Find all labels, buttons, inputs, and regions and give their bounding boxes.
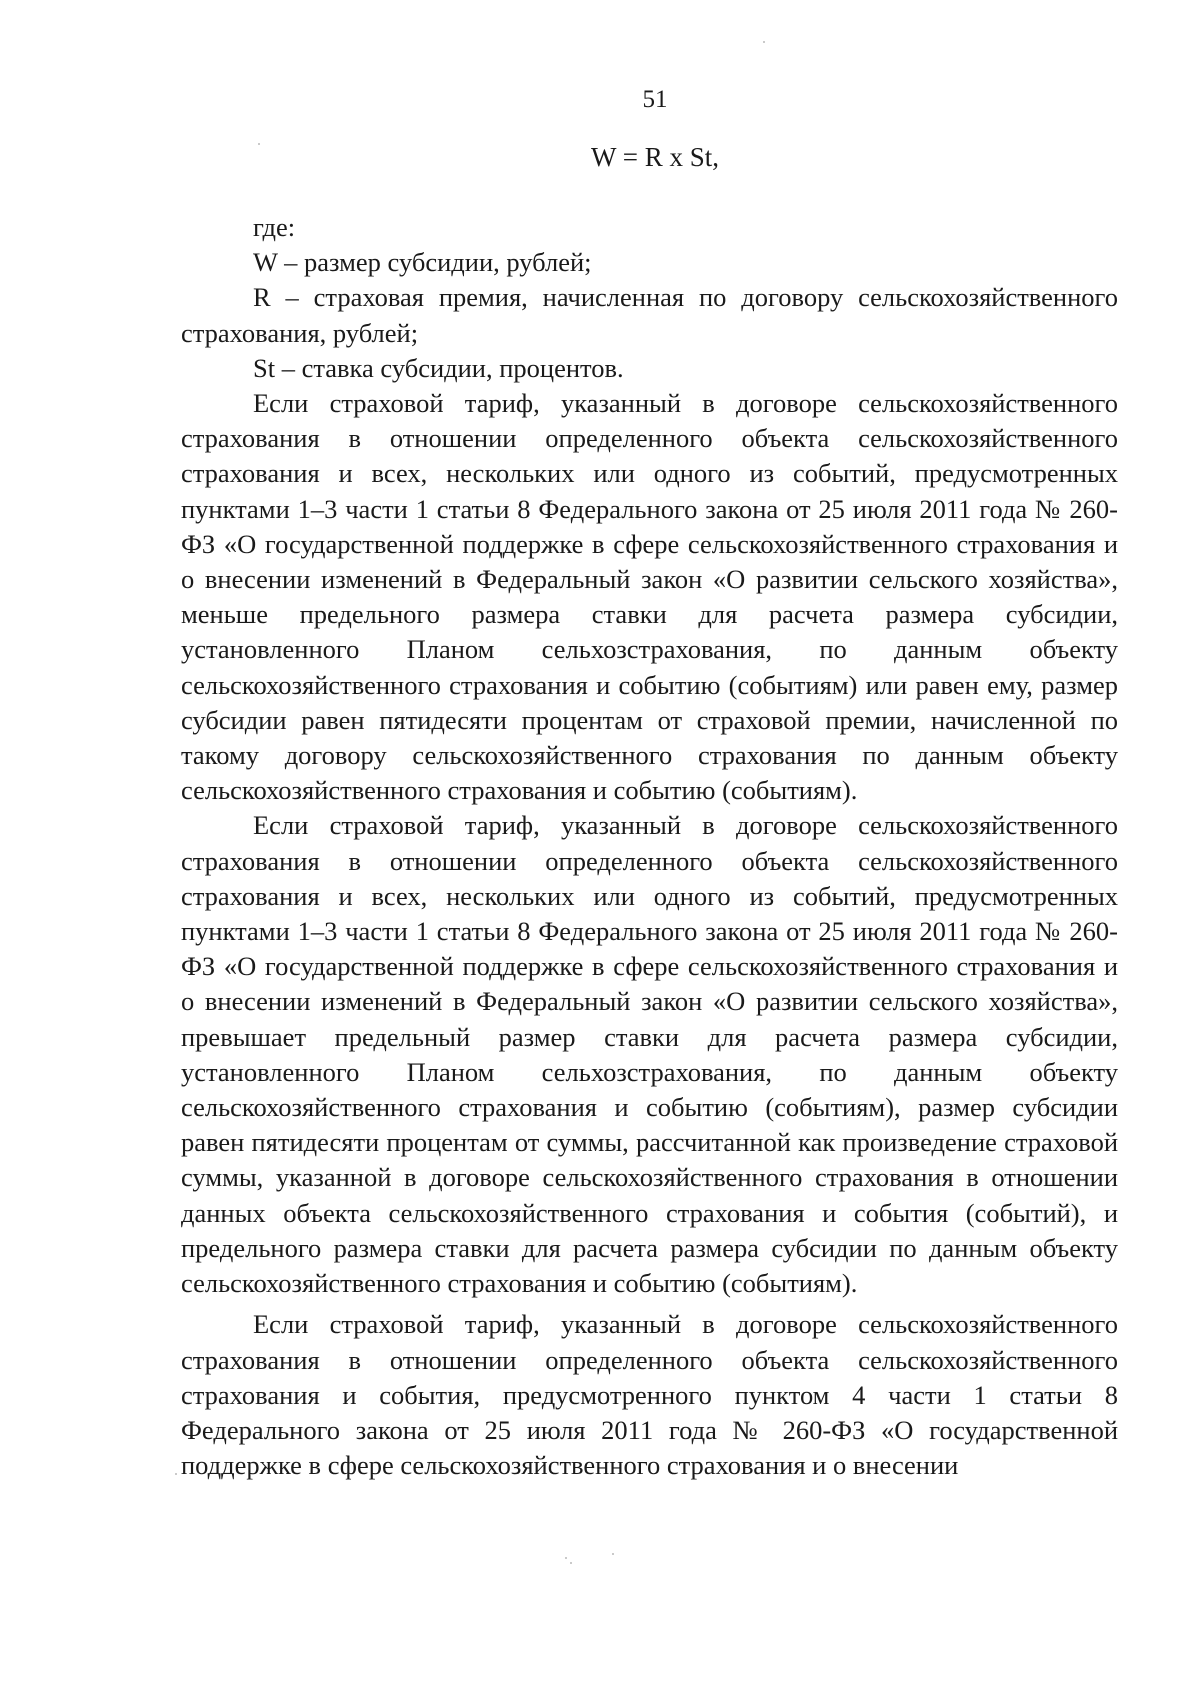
definition-r: R – страховая премия, начисленная по договору сельскохозяйственного страхования, рублей; <box>181 282 1118 348</box>
definitions-intro: где: <box>253 212 296 242</box>
definition-st: St – ставка субсидии, процентов. <box>253 352 624 383</box>
scan-speck <box>175 1473 177 1475</box>
page-number: 51 <box>642 86 668 113</box>
paragraph-tariff-above-limit: Если страховой тариф, указанный в договоре сельскохозяйственного страхования в отношении определенного объекта сельскохозяйственного страхования и всех, нескольких или одного из событий, предусмотренных пунктами 1–3 части 1 статьи 8 Федерального закона от 25 июля 2011 года № 260-ФЗ «О государственной поддержке в сфере сельскохозяйственного страхования и о внесении изменений в Федеральный закон «О развитии сельского хозяйства», превышает предельный размер ставки для расчета размера субсидии, установленного Планом сельхозстрахования, по данным объекту сельскохозяйственного страхования и событию (событиям), размер субсидии равен пятидесяти процентам от суммы, рассчитанной как произведение страховой суммы, указанной в договоре сельскохозяйственного страхования в отношении данных объекта сельскохозяйственного страхования и события (событий), и предельного размера ставки для расчета размера субсидии по данным объекту сельскохозяйственного страхования и событию (событиям). <box>181 810 1118 1299</box>
scan-speck <box>258 143 260 145</box>
scan-speck <box>763 41 765 43</box>
scan-speck <box>565 1557 567 1559</box>
subsidy-formula: W = R x St, <box>591 142 719 172</box>
paragraph-tariff-below-limit: Если страховой тариф, указанный в договоре сельскохозяйственного страхования в отношении определенного объекта сельскохозяйственного страхования и всех, нескольких или одного из событий, предусмотренных пунктами 1–3 части 1 статьи 8 Федерального закона от 25 июля 2011 года № 260-ФЗ «О государственной поддержке в сфере сельскохозяйственного страхования и о внесении изменений в Федеральный закон «О развитии сельского хозяйства», меньше предельного размера ставки для расчета размера субсидии, установленного Планом сельхозстрахования, по данным объекту сельскохозяйственного страхования и событию (событиям) или равен ему, размер субсидии равен пятидесяти процентам от страховой премии, начисленной по такому договору сельскохозяйственного страхования по данным объекту сельскохозяйственного страхования и событию (событиям). <box>181 388 1118 806</box>
document-body <box>181 210 1118 1483</box>
definition-w: W – размер субсидии, рублей; <box>253 247 592 278</box>
scan-speck <box>570 1562 572 1564</box>
paragraph-tariff-item-4: Если страховой тариф, указанный в договоре сельскохозяйственного страхования в отношении определенного объекта сельскохозяйственного страхования и события, предусмотренного пунктом 4 части 1 статьи 8 Федерального закона от 25 июля 2011 года № 260-ФЗ «О государственной поддержке в сфере сельскохозяйственного страхования и о внесении <box>181 1309 1118 1481</box>
scan-speck <box>612 1553 614 1555</box>
